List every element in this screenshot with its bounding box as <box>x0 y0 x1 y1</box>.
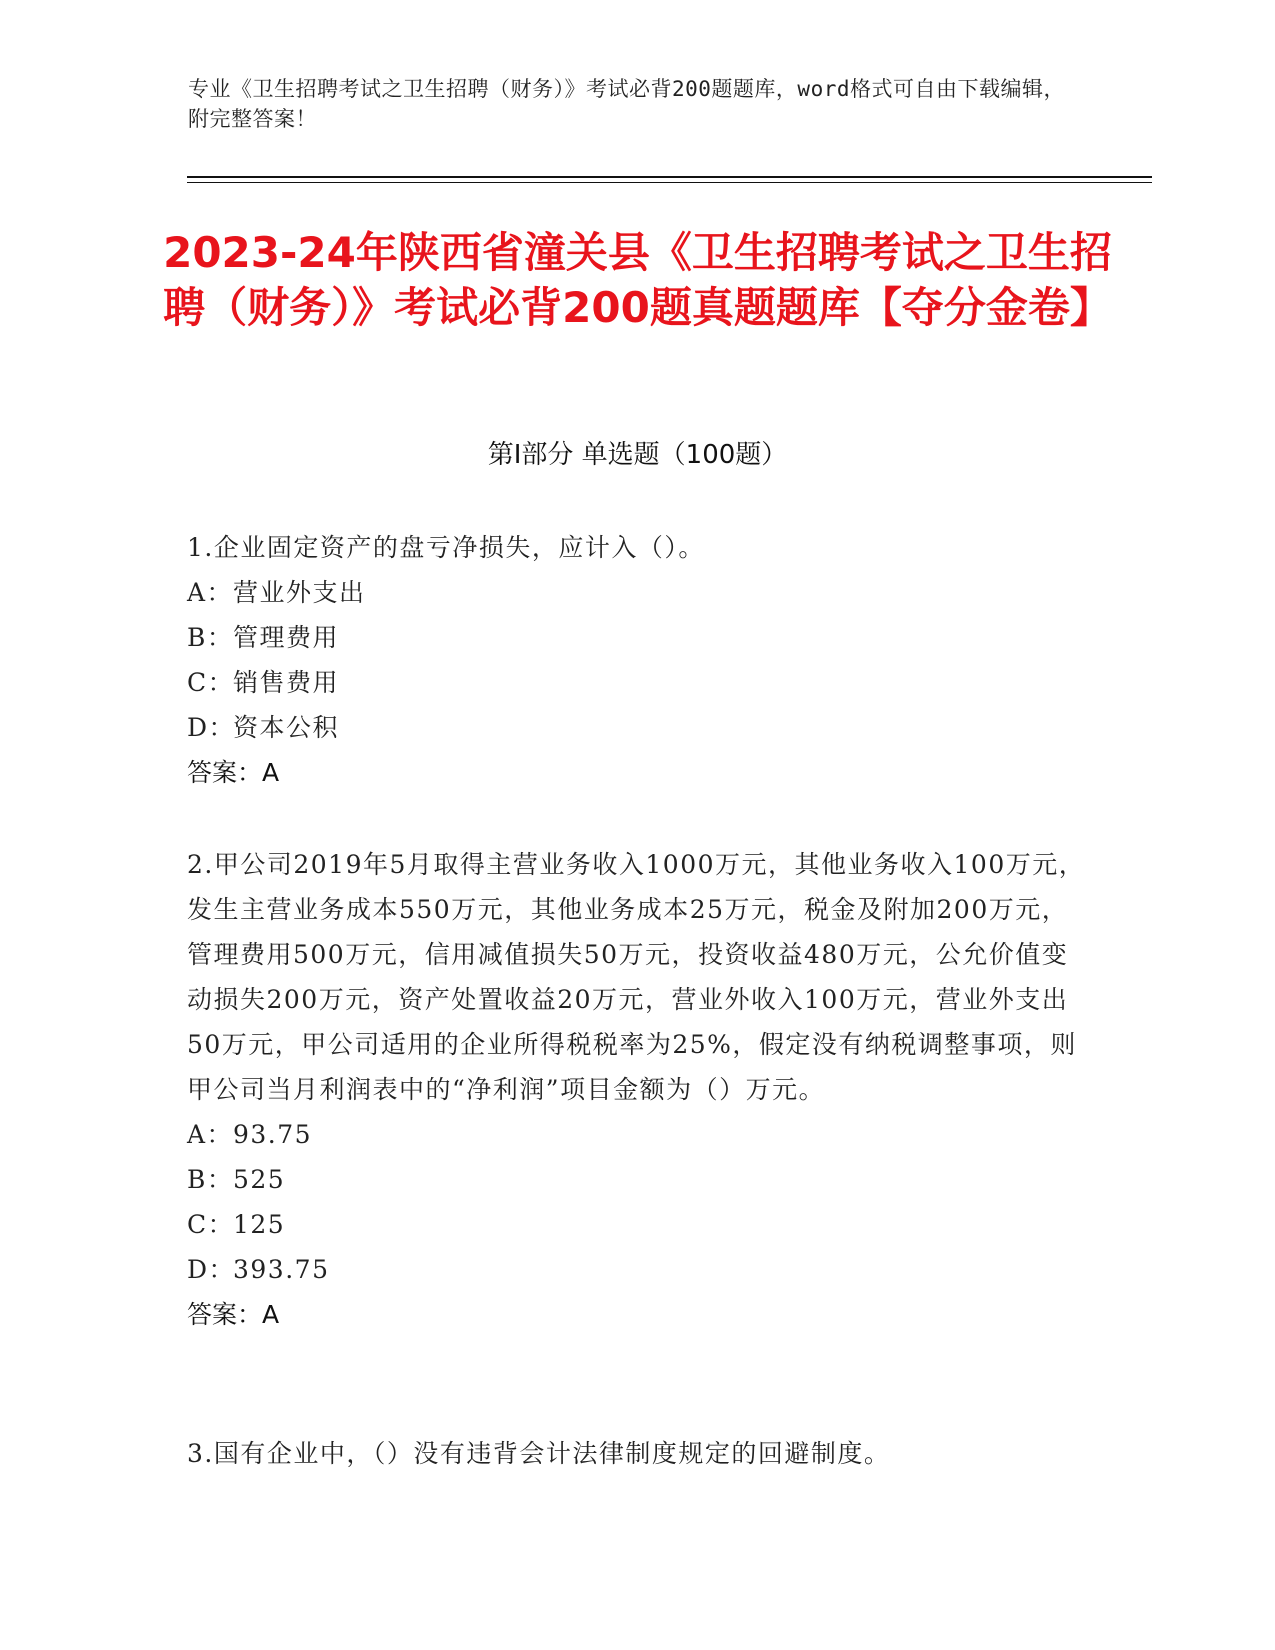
answer-value: A <box>262 758 280 787</box>
question-stem: 2.甲公司2019年5月取得主营业务收入1000万元，其他业务收入100万元，发生主营业务成本550万元，其他业务成本25万元，税金及附加200万元，管理费用500万元，信用减值损失50万元，投资收益480万元，公允价值变动损失200万元，资产处置收益20万元，营业外收入100万元，营业外支出50万元，甲公司适用的企业所得税税率为25%，假定没有纳税调整事项，则甲公司当月利润表中的“净利润”项目金额为（）万元。 <box>187 850 1086 1104</box>
option-a <box>187 570 1087 615</box>
question-1 <box>187 525 1087 795</box>
option-key: C： <box>187 668 235 697</box>
answer-line <box>187 750 1087 795</box>
option-key: B： <box>187 623 234 652</box>
option-text: 525 <box>233 1165 286 1194</box>
answer-label: 答案： <box>187 758 263 787</box>
option-key: A： <box>187 1120 234 1149</box>
option-c <box>187 1202 1087 1247</box>
option-key: C： <box>187 1210 235 1239</box>
answer-label: 答案： <box>187 1300 263 1329</box>
header-note: 专业《卫生招聘考试之卫生招聘（财务）》考试必背200题题库，word格式可自由下载编辑，附完整答案！ <box>188 77 1065 131</box>
option-text: 资本公积 <box>233 713 340 742</box>
option-key: D： <box>187 1255 236 1284</box>
option-text: 125 <box>233 1210 286 1239</box>
option-text: 93.75 <box>233 1120 313 1149</box>
option-c <box>187 660 1087 705</box>
option-b <box>187 1157 1087 1202</box>
answer-line <box>187 1292 1087 1337</box>
option-d <box>187 1247 1087 1292</box>
option-text: 管理费用 <box>233 623 340 652</box>
question-stem: 3.国有企业中，（）没有违背会计法律制度规定的回避制度。 <box>187 1439 891 1468</box>
header-rule-thin <box>187 182 1152 183</box>
question-3 <box>187 1431 1087 1476</box>
option-key: A： <box>187 578 234 607</box>
answer-value: A <box>262 1300 280 1329</box>
option-d <box>187 705 1087 750</box>
option-key: D： <box>187 713 236 742</box>
option-text: 销售费用 <box>233 668 340 697</box>
question-2 <box>187 842 1087 1337</box>
option-a <box>187 1112 1087 1157</box>
document-title: 2023-24年陕西省潼关县《卫生招聘考试之卫生招聘（财务）》考试必背200题真题题库【夺分金卷】 <box>163 228 1112 332</box>
question-stem: 1.企业固定资产的盘亏净损失，应计入（）。 <box>187 533 705 562</box>
option-text: 营业外支出 <box>233 578 366 607</box>
option-key: B： <box>187 1165 234 1194</box>
option-text: 393.75 <box>233 1255 330 1284</box>
option-b <box>187 615 1087 660</box>
section-heading: 第I部分 单选题（100题） <box>487 440 788 470</box>
header-rule-thick <box>187 176 1152 178</box>
